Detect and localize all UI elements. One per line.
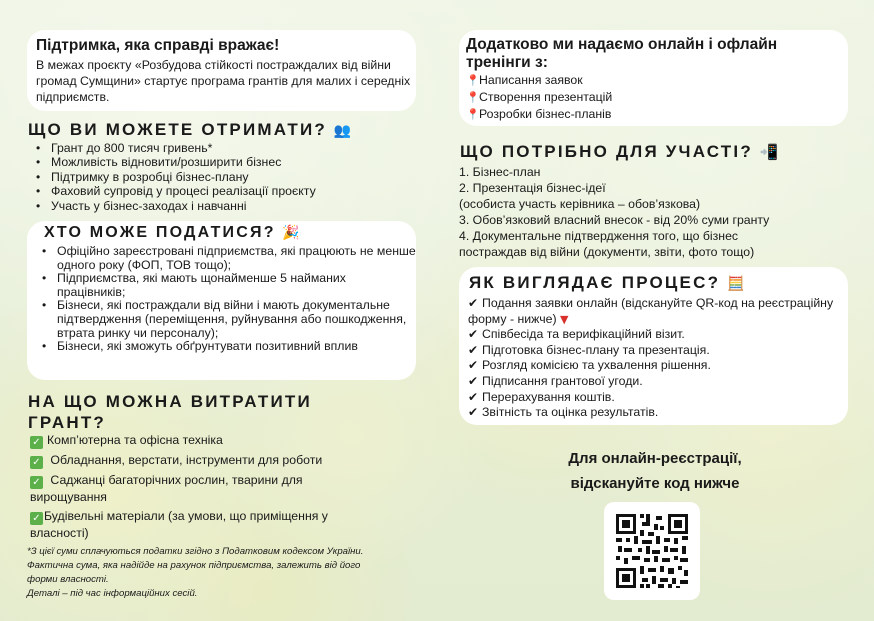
list-item: • Можливість відновити/розширити бізнес [27,155,417,169]
list-item: ✔ Підписання грантової угоди. [468,373,643,388]
list-item: ✔ Розгляд комісією та ухвалення рішення. [468,358,711,373]
list-item: ✔ Звітність та оцінка результатів. [468,405,659,420]
trainings-list [466,72,612,124]
process-card [459,267,848,425]
list-item: 3. Обов’язковий власний внесок - від 20% суми гранту [459,213,770,227]
list-item: ✓ Комп’ютерна та офісна техніка [30,432,390,449]
list-item: ✓ Обладнання, верстати, інструменти для роботи [30,452,390,469]
checkmark-icon: ✔ [468,342,479,357]
pin-icon: 📍 [466,108,480,122]
list-item: ✔ Перерахування коштів. [468,389,615,404]
list-item: • Фаховий супровід у процесі реалізації проєкту [27,184,417,198]
trainings-card [459,30,848,126]
needed-heading: ЩО ПОТРІБНО ДЛЯ УЧАСТІ? 📲 [460,142,781,161]
trainings-title: Додатково ми надаємо онлайн і офлайн тренінги з: [466,36,778,71]
register-text: Для онлайн-реєстрації, відскануйте код нижче [568,450,742,492]
abacus-icon: 🧮 [727,276,747,292]
list-item: • Офіційно зареєстровані підприємства, які працюють не менше одного року (ФОП, ТОВ тощо); [33,245,417,272]
get-list [27,141,417,213]
apply-heading: ХТО МОЖЕ ПОДАТИСЯ? 🎉 [44,224,302,241]
checkmark-icon: ✔ [468,373,479,388]
process-list [468,296,838,421]
list-item: (особиста участь керівника – обов’язкова) [459,197,701,211]
needed-list [459,164,851,260]
list-item: • Участь у бізнес-заходах і навчанні [27,199,417,213]
list-item: ✔ Співбесіда та верифікаційний візит. [468,327,685,342]
phone-icon: 📲 [759,143,781,161]
apply-card [27,221,416,380]
list-item: постраждав від війни (документи, звіти, фото тощо) [459,245,755,259]
qr-code-icon [604,502,700,600]
checkmark-icon: ✔ [468,405,479,420]
list-item: ✓ Будівельні матеріали (за умови, що приміщення у власності) [30,509,328,540]
people-icon: 👥 [333,123,354,139]
pin-icon: 📍 [466,91,480,105]
support-text: В межах проєкту «Розбудова стійкості постраждалих від війни громад Сумщини» стартує програма грантів для малих і середніх підприємств. [36,58,411,105]
list-item: • Підтримку в розробці бізнес-плану [27,170,417,184]
support-title: Підтримка, яка справді вражає! [36,37,280,54]
list-item: ✔ Підготовка бізнес-плану та презентація. [468,342,710,357]
down-arrow-icon: ▼ [559,312,569,326]
check-icon: ✓ [30,512,43,525]
checkmark-icon: ✔ [468,296,479,310]
get-heading: ЩО ВИ МОЖЕТЕ ОТРИМАТИ? 👥 [28,120,354,139]
pin-icon: 📍 [466,74,480,87]
checkmark-icon: ✔ [468,389,479,404]
apply-list [33,245,417,354]
list-item: • Грант до 800 тисяч гривень* [27,141,417,155]
list-item: 2. Презентація бізнес-ідеї [459,181,606,195]
process-heading: ЯК ВИГЛЯДАЄ ПРОЦЕС? 🧮 [469,273,747,292]
list-item: 📍Розробки бізнес-планів [466,106,612,123]
list-item: ✓ Саджанці багаторічних рослин, тварини для вирощування [30,473,303,504]
list-item: ✔ Подання заявки онлайн (відскануйте QR-код на реєстраційну форму - нижче) ▼ [468,296,834,326]
party-icon: 🎉 [282,225,302,241]
footnote: *З цієї суми сплачуються податки згідно з Податковим кодексом України. Фактична сума, яка надійде на рахунок підприємства, залежить від його форми власності. Деталі – під час інформаційних сесій. [27,546,364,599]
list-item: 📍Створення презентацій [466,89,612,106]
list-item: 4. Документальне підтвердження того, що бізнес [459,229,739,243]
checkmark-icon: ✔ [468,327,479,342]
list-item: • Бізнеси, які зможуть обґрунтувати позитивний вплив [33,340,417,354]
check-icon: ✓ [30,456,43,469]
list-item: 📍Написання заявок [466,72,612,89]
qr-code[interactable] [604,502,700,600]
list-item: • Підприємства, які мають щонайменше 5 найманих працівників; [33,272,417,299]
spend-heading: НА ЩО МОЖНА ВИТРАТИТИ ГРАНТ? [28,392,312,432]
checkmark-icon: ✔ [468,358,479,373]
check-icon: ✓ [30,476,43,489]
check-icon: ✓ [30,436,43,449]
support-card [27,30,416,111]
list-item: • Бізнеси, які постраждали від війни і мають документальне підтвердження (переміщення, руйнування або пошкодження, втрата ринку чи персоналу); [33,299,417,340]
list-item: 1. Бізнес-план [459,165,541,179]
spend-list [30,432,390,541]
